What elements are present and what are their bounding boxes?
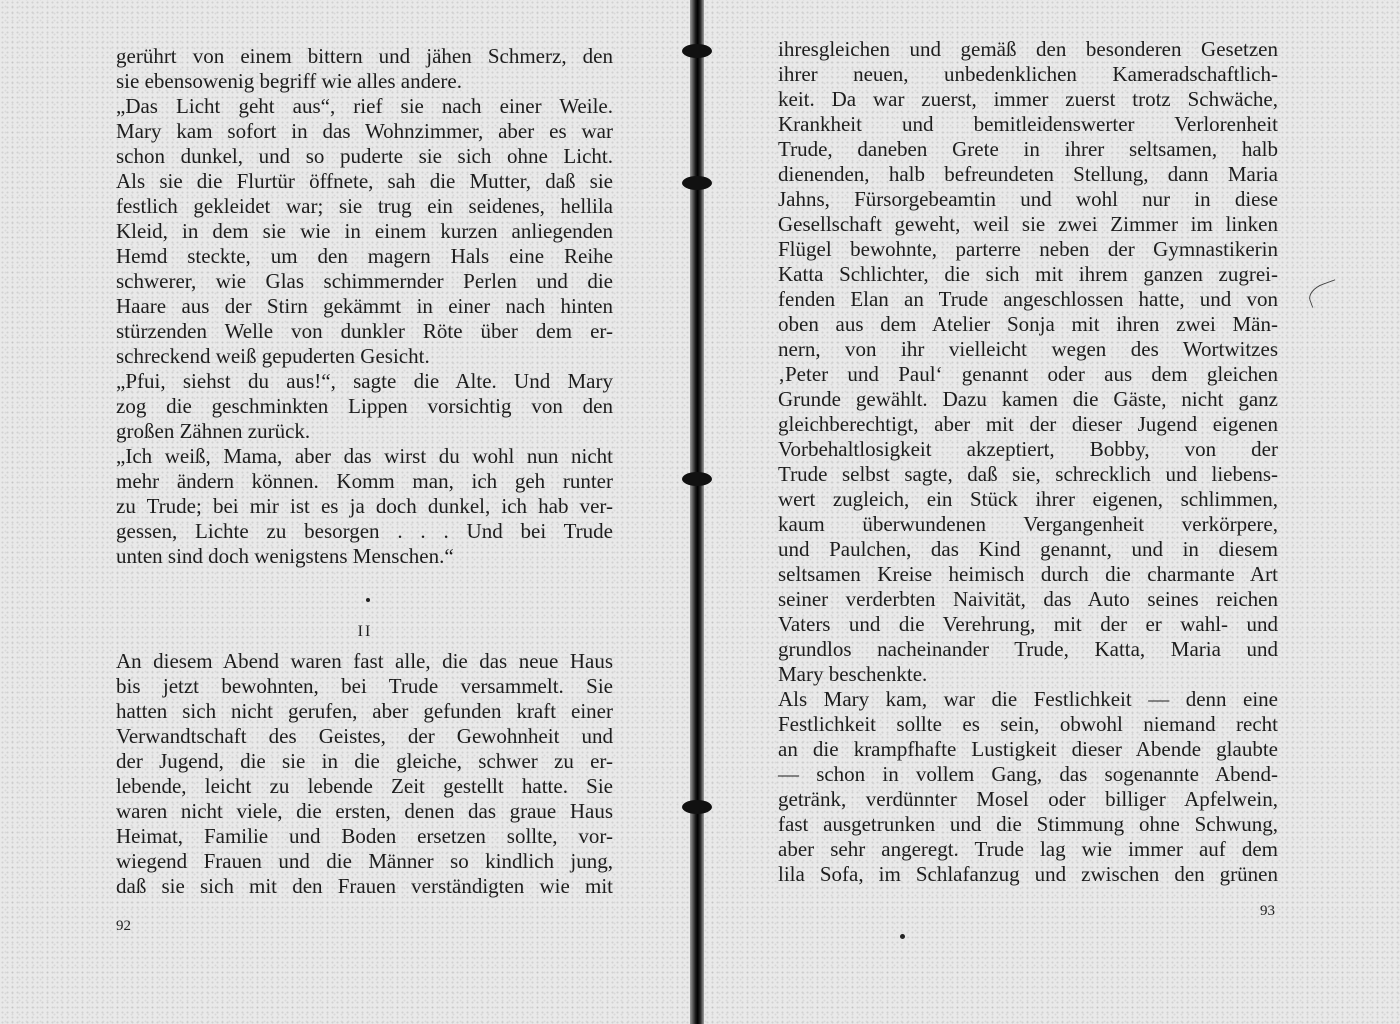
text-line: „Das Licht geht aus“, rief sie nach einer Weile. [116,94,613,118]
text-line: „Pfui, siehst du aus!“, sagte die Alte. Und Mary [116,369,613,393]
text-line: Hemd steckte, um den magern Hals eine Reihe [116,244,613,268]
text-line: wert zugleich, ein Stück ihrer eigenen, schlimmen, [778,487,1278,511]
text-line: zog die geschminkten Lippen vorsichtig von den [116,394,613,418]
text-line: schreckend weiß gepuderten Gesicht. [116,344,430,368]
text-line: Katta Schlichter, die sich mit ihrem ganzen zugrei- [778,262,1278,286]
text-line: — schon in vollem Gang, das sogenannte Abend- [778,762,1278,786]
text-line: sie ebensowenig begriff wie alles andere. [116,69,462,93]
text-line: Kleid, in dem sie wie in einem kurzen anliegenden [116,219,613,243]
text-line: festlich gekleidet war; sie trug ein seidenes, hellila [116,194,613,218]
text-line: gleichberechtigt, aber mit der dieser Jugend eigenen [778,412,1278,436]
ink-speck [900,934,905,939]
text-line: lebende, leicht zu lebende Zeit gestellt hatte. Sie [116,774,613,798]
text-line: An diesem Abend waren fast alle, die das neue Haus [116,649,613,673]
text-line: und Paulchen, das Kind genannt, und in diesem [778,537,1278,561]
text-line: Grunde gewählt. Dazu kamen die Gäste, nicht ganz [778,387,1278,411]
text-line: gessen, Lichte zu besorgen . . . Und bei Trude [116,519,613,543]
text-line: Vorbehaltlosigkeit akzeptiert, Bobby, von der [778,437,1278,461]
text-line: großen Zähnen zurück. [116,419,311,443]
text-line: Gesellschaft geweht, weil sie zwei Zimmer im linken [778,212,1278,236]
section-number: II [357,623,373,640]
text-line: ihresgleichen und gemäß den besonderen Gesetzen [778,37,1278,61]
page-number-right: 93 [1260,903,1275,919]
text-line: Als sie die Flurtür öffnete, sah die Mutter, daß sie [116,169,613,193]
left-page-text-top [116,44,613,569]
text-line: Als Mary kam, war die Festlichkeit — denn eine [778,687,1278,711]
text-line: kaum überwundenen Vergangenheit verkörpere, [778,512,1278,536]
text-line: fenden Elan an Trude angeschlossen hatte, und von [778,287,1278,311]
text-line: oben aus dem Atelier Sonja mit ihren zwei Män- [778,312,1278,336]
text-line: Flügel bewohnte, parterre neben der Gymnastikerin [778,237,1278,261]
text-line: schwerer, wie Glas schimmernder Perlen und die [116,269,613,293]
text-line: lila Sofa, im Schlafanzug und zwischen den grünen [778,862,1278,886]
left-page-text-bottom [116,649,613,899]
text-line: Jahns, Fürsorgebeamtin und wohl nur in diese [778,187,1278,211]
right-page-text [778,37,1278,887]
text-line: Trude selbst sagte, daß sie, schrecklich und liebens- [778,462,1278,486]
text-line: seltsamen Kreise heimisch durch die charmante Art [778,562,1278,586]
text-line: fast ausgetrunken und die Stimmung ohne Schwung, [778,812,1278,836]
text-line: Verwandtschaft des Geistes, der Gewohnheit und [116,724,613,748]
text-line: Trude, daneben Grete in ihrer seltsamen, halb [778,137,1278,161]
text-line: ihrer neuen, unbedenklichen Kameradschaftlich- [778,62,1278,86]
text-line: hatten sich nicht gerufen, aber gefunden kraft einer [116,699,613,723]
text-line: grundlos nacheinander Trude, Katta, Maria und [778,637,1278,661]
text-line: zu Trude; bei mir ist es ja doch dunkel, ich hab ver- [116,494,613,518]
text-line: Krankheit und bemitleidenswerter Verlorenheit [778,112,1278,136]
text-line: Mary beschenkte. [778,662,928,686]
text-line: bis jetzt bewohnten, bei Trude versammelt. Sie [116,674,613,698]
text-line: gerührt von einem bittern und jähen Schmerz, den [116,44,613,68]
text-line: schon dunkel, und so puderte sie sich ohne Licht. [116,144,613,168]
text-line: Mary kam sofort in das Wohnzimmer, aber es war [116,119,613,143]
text-line: Festlichkeit sollte es sein, obwohl niemand recht [778,712,1278,736]
text-line: keit. Da war zuerst, immer zuerst trotz Schwäche, [778,87,1278,111]
text-line: nern, von ihr vielleicht wegen des Wortwitzes [778,337,1278,361]
section-ornament-dot [366,598,370,602]
text-line: „Ich weiß, Mama, aber das wirst du wohl nun nicht [116,444,613,468]
text-line: der Jugend, die sie in die gleiche, schwer zu er- [116,749,613,773]
text-line: unten sind doch wenigstens Menschen.“ [116,544,454,568]
text-line: ‚Peter und Paul‘ genannt oder aus dem gleichen [778,362,1278,386]
right-page [700,0,1400,1024]
pencil-margin-mark [1306,279,1342,307]
text-line: wiegend Frauen und die Männer so kindlich jung, [116,849,613,873]
text-line: an die krampfhafte Lustigkeit dieser Abende glaubte [778,737,1278,761]
text-line: Heimat, Familie und Boden ersetzen sollte, vor- [116,824,613,848]
left-page [0,0,690,1024]
text-line: Vaters und die Verehrung, mit der er wahl- und [778,612,1278,636]
page-number-left: 92 [116,918,131,934]
text-line: waren nicht viele, die ersten, denen das graue Haus [116,799,613,823]
text-line: dienenden, halb befreundeten Stellung, dann Maria [778,162,1278,186]
text-line: Haare aus der Stirn gekämmt in einer nach hinten [116,294,613,318]
text-line: seiner verderbten Naivität, das Auto seines reichen [778,587,1278,611]
text-line: stürzenden Welle von dunkler Röte über dem er- [116,319,613,343]
text-line: mehr ändern können. Komm man, ich geh runter [116,469,613,493]
text-line: getränk, verdünnter Mosel oder billiger Apfelwein, [778,787,1278,811]
text-line: aber sehr angeregt. Trude lag wie immer auf dem [778,837,1278,861]
text-line: daß sie sich mit den Frauen verständigten wie mit [116,874,613,898]
